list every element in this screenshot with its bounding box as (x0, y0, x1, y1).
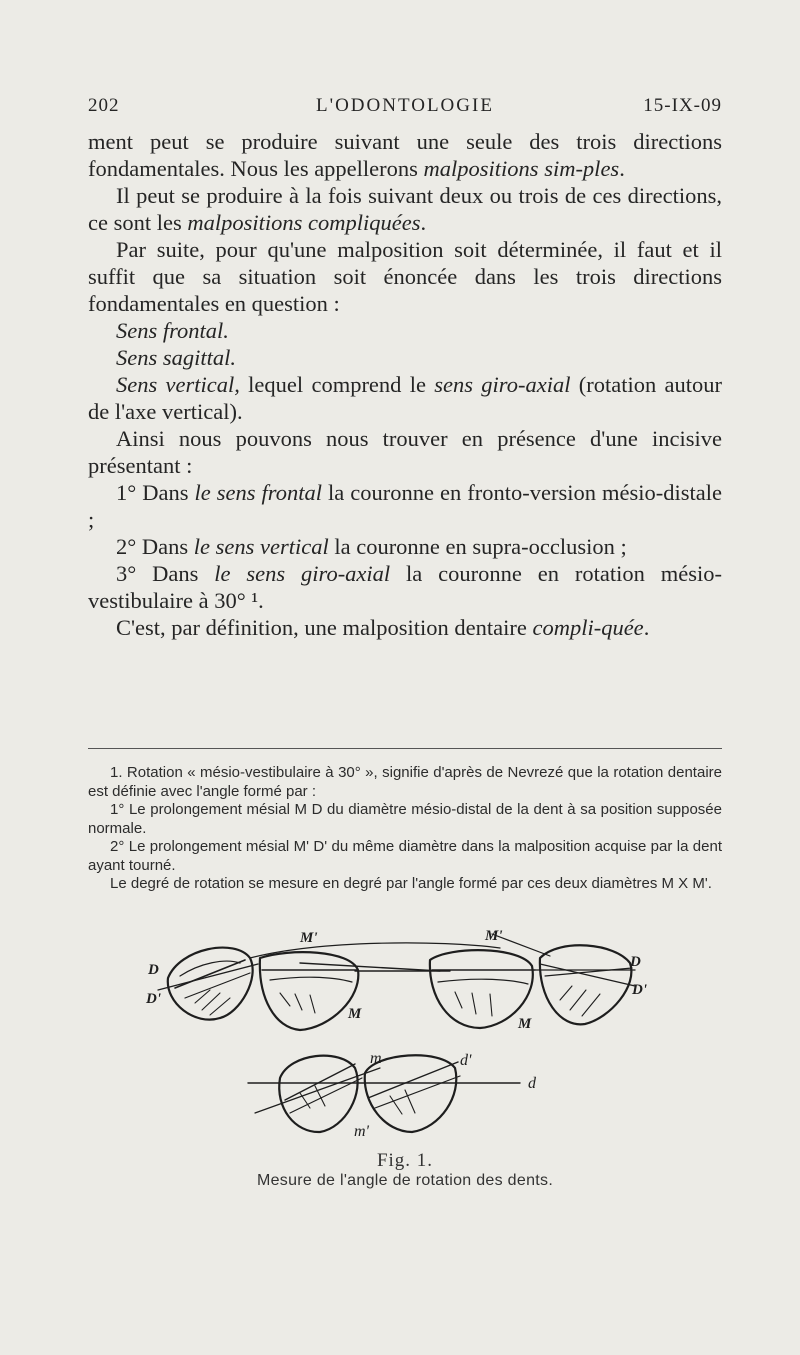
journal-title: L'ODONTOLOGIE (316, 95, 494, 116)
footnote-rule (88, 748, 722, 749)
paragraph-sens-sagittal: Sens sagittal. (116, 345, 237, 370)
label-dp: d' (460, 1052, 472, 1069)
paragraph-2: Il peut se produire à la fois suivant deux ou trois de ces directions, ce sont les malpositions compliquées. (88, 183, 722, 235)
body-text (88, 128, 722, 641)
tooth-diagram (140, 918, 670, 1148)
footnote-1: 1. Rotation « mésio-vestibulaire à 30° », signifie d'après de Nevrezé que la rotation dentaire est définie avec l'angle formé par : (88, 764, 722, 800)
label-D-right: D (630, 954, 641, 970)
footnote-3: 2° Le prolongement mésial M' D' du même diamètre dans la malposition acquise par la dent ayant tourné. (88, 838, 722, 874)
label-D-left: D (148, 962, 159, 978)
paragraph-sens-frontal: Sens frontal. (116, 318, 229, 343)
footnote-2: 1° Le prolongement mésial M D du diamètre mésio-distal de la dent à sa position supposée normale. (88, 801, 722, 837)
label-M-right: M (518, 1016, 532, 1032)
list-item-1: 1° Dans le sens frontal la couronne en fronto-version mésio-distale ; (88, 480, 722, 532)
footnote-4: Le degré de rotation se mesure en degré par l'angle formé par ces deux diamètres M X M'. (110, 875, 712, 892)
label-Dp-left: D' (146, 991, 161, 1007)
issue-date: 15-IX-09 (643, 95, 722, 116)
paragraph-3: Par suite, pour qu'une malposition soit déterminée, il faut et il suffit que sa situation soit énoncée dans les trois directions fondamentales en question : (88, 237, 722, 316)
paragraph-1: ment peut se produire suivant une seule des trois directions fondamentales. Nous les appellerons malpositions sim-ples. (88, 129, 722, 181)
list-item-3: 3° Dans le sens giro-axial la couronne en rotation mésio-vestibulaire à 30° ¹. (88, 561, 722, 613)
page-number: 202 (88, 95, 120, 116)
running-head (88, 95, 722, 125)
label-Mp-top-left: M' (300, 930, 318, 946)
label-mp: m' (354, 1123, 369, 1140)
paragraph-7: Ainsi nous pouvons nous trouver en présence d'une incisive présentant : (88, 426, 722, 478)
paragraph-sens-vertical: Sens vertical, lequel comprend le sens giro-axial (rotation autour de l'axe vertical). (88, 372, 722, 424)
label-m: m (370, 1050, 382, 1067)
label-Dp-right: D' (632, 982, 647, 998)
figure-number: Fig. 1. (376, 1150, 434, 1171)
tooth-right-rotated (540, 945, 635, 1024)
figure-caption: Mesure de l'angle de rotation des dents. (256, 1172, 554, 1189)
label-d: d (528, 1075, 536, 1092)
figure-tooth-rotation (140, 918, 670, 1148)
label-M-left: M (348, 1006, 362, 1022)
list-item-2: 2° Dans le sens vertical la couronne en supra-occlusion ; (116, 534, 627, 559)
tooth-lower-left (279, 1056, 362, 1132)
paragraph-11: C'est, par définition, une malposition dentaire compli-quée. (116, 615, 650, 640)
label-Mp-top-right: M' (485, 928, 503, 944)
footnotes (88, 764, 722, 894)
